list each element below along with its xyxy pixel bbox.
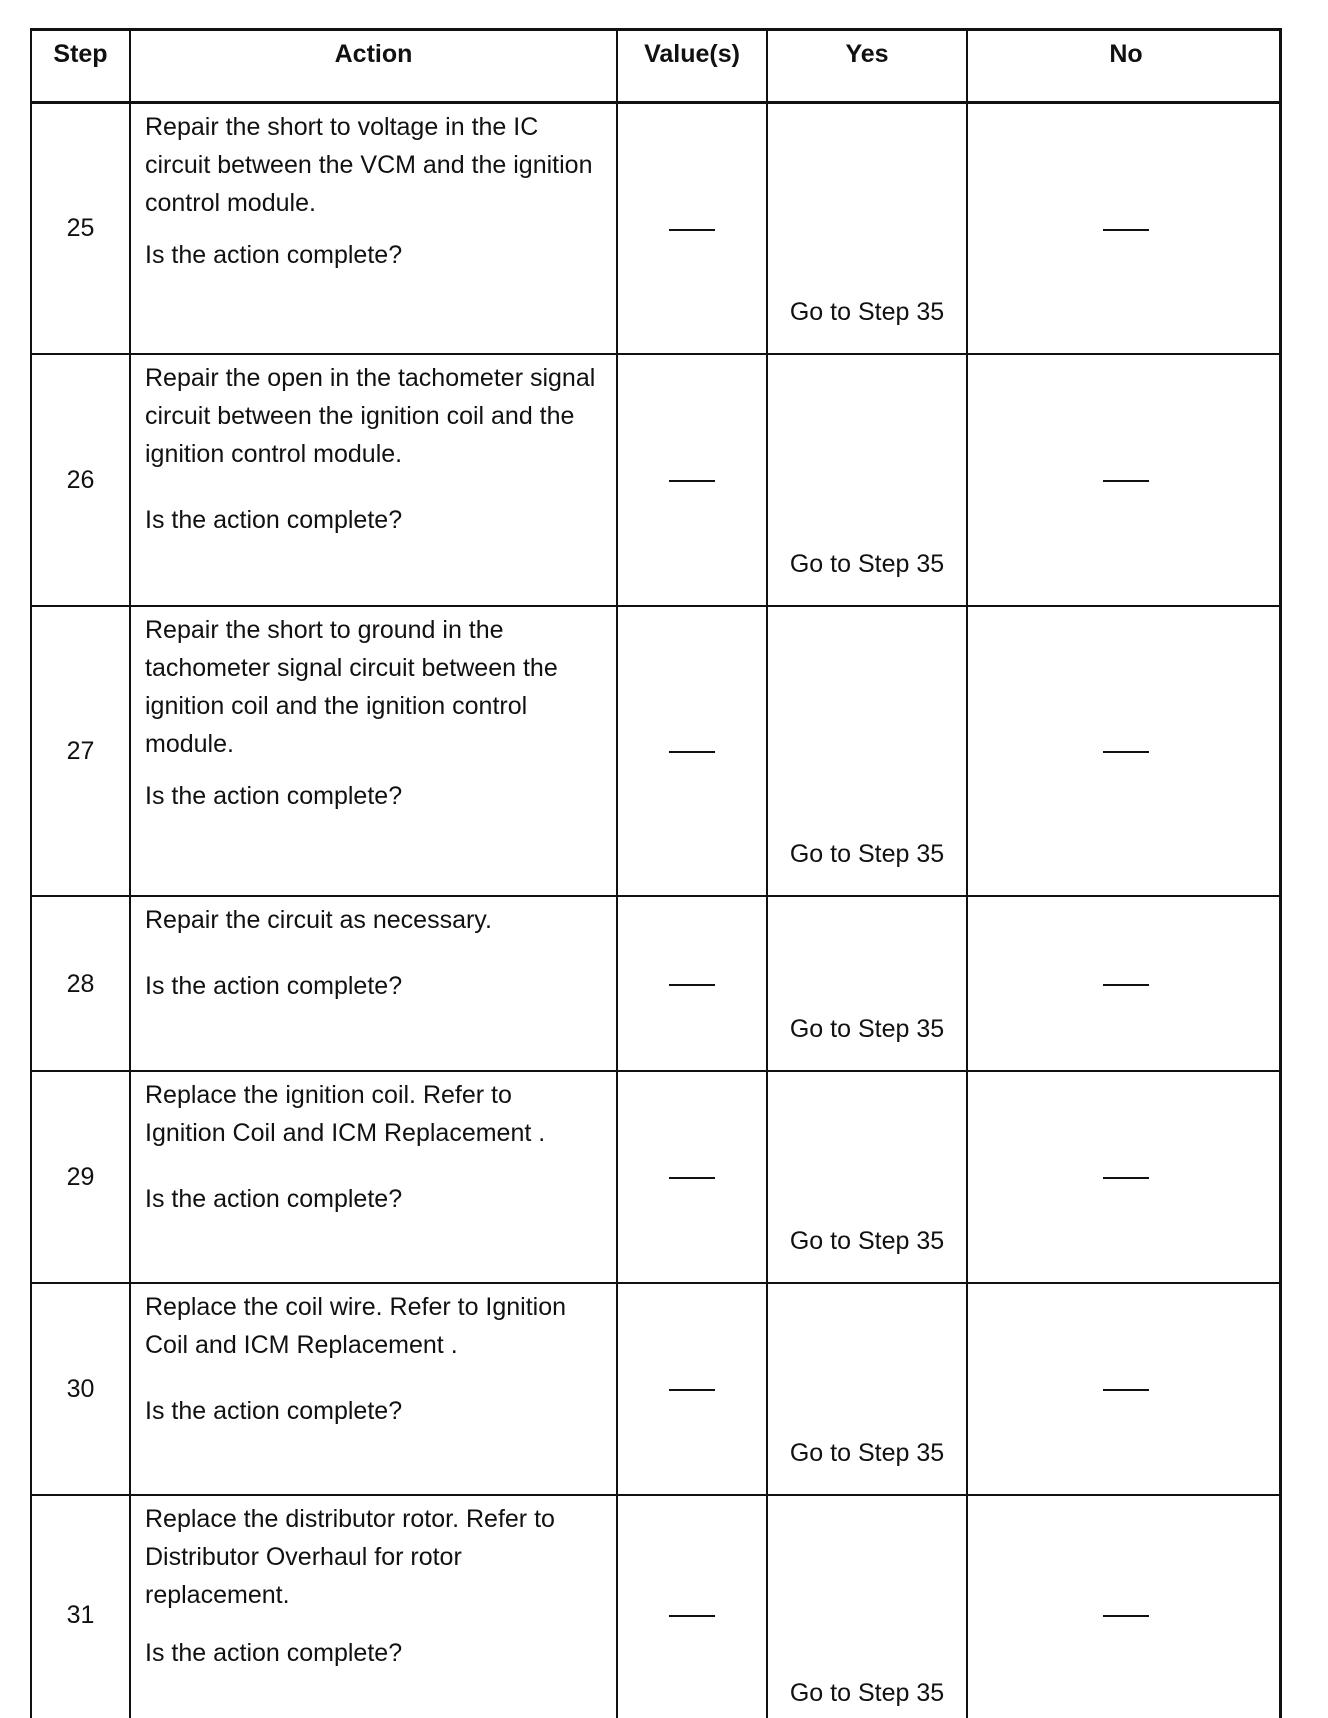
- step-number: 26: [32, 354, 130, 606]
- dash-mark: [669, 229, 715, 231]
- action-question: Is the action complete?: [145, 240, 403, 269]
- dash-mark: [669, 1615, 715, 1617]
- diagnostic-table-page: [30, 28, 1282, 1718]
- header-step: Step: [32, 31, 130, 102]
- table-row: [32, 1495, 1282, 1718]
- step-number: 25: [32, 102, 130, 354]
- action-line: circuit between the VCM and the ignition: [145, 150, 593, 179]
- dash-mark: [1103, 984, 1149, 986]
- action-line: control module.: [145, 188, 316, 217]
- action-line: Coil and ICM Replacement .: [145, 1331, 458, 1359]
- table-row: [32, 896, 1282, 1071]
- action-line: replacement.: [145, 1581, 290, 1609]
- action-line: Ignition Coil and ICM Replacement .: [145, 1119, 546, 1147]
- action-line: circuit between the ignition coil and the: [145, 402, 575, 430]
- yes-cell: Go to Step 35: [767, 606, 967, 896]
- yes-cell: Go to Step 35: [767, 896, 967, 1071]
- yes-cell: Go to Step 35: [767, 354, 967, 606]
- action-cell: [130, 1283, 617, 1495]
- action-cell: [130, 1495, 617, 1718]
- action-line: Repair the short to voltage in the IC: [145, 112, 539, 141]
- no-cell: [967, 1071, 1282, 1283]
- yes-cell: Go to Step 35: [767, 102, 967, 354]
- no-cell: [967, 606, 1282, 896]
- dash-mark: [669, 480, 715, 482]
- action-cell: [130, 1071, 617, 1283]
- action-line: Repair the open in the tachometer signal: [145, 364, 596, 392]
- values-cell: [617, 354, 767, 606]
- header-values: Value(s): [617, 31, 767, 102]
- values-cell: [617, 1071, 767, 1283]
- header-action: Action: [130, 31, 617, 102]
- action-cell: [130, 606, 617, 896]
- values-cell: [617, 1495, 767, 1718]
- dash-mark: [1103, 1177, 1149, 1179]
- table-row: [32, 102, 1282, 354]
- action-line: module.: [145, 730, 234, 758]
- action-question: Is the action complete?: [145, 506, 403, 534]
- action-line: Distributor Overhaul for rotor: [145, 1543, 462, 1571]
- values-cell: [617, 606, 767, 896]
- step-number: 27: [32, 606, 130, 896]
- dash-mark: [669, 984, 715, 986]
- action-question: Is the action complete?: [145, 782, 403, 810]
- header-no: No: [967, 31, 1282, 102]
- table-row: [32, 354, 1282, 606]
- no-cell: [967, 1495, 1282, 1718]
- action-line: Repair the circuit as necessary.: [145, 906, 492, 934]
- yes-cell: Go to Step 35: [767, 1495, 967, 1718]
- values-cell: [617, 896, 767, 1071]
- dash-mark: [1103, 229, 1149, 231]
- table-row: [32, 1283, 1282, 1495]
- yes-cell: Go to Step 35: [767, 1283, 967, 1495]
- step-number: 30: [32, 1283, 130, 1495]
- step-number: 28: [32, 896, 130, 1071]
- action-question: Is the action complete?: [145, 1639, 403, 1667]
- no-cell: [967, 896, 1282, 1071]
- dash-mark: [669, 1177, 715, 1179]
- action-cell: [130, 102, 617, 354]
- action-cell: [130, 896, 617, 1071]
- action-question: Is the action complete?: [145, 1397, 403, 1425]
- action-question: Is the action complete?: [145, 972, 403, 1000]
- action-line: tachometer signal circuit between the: [145, 654, 558, 682]
- action-line: Replace the distributor rotor. Refer to: [145, 1505, 555, 1533]
- dash-mark: [669, 751, 715, 753]
- values-cell: [617, 1283, 767, 1495]
- action-line: ignition coil and the ignition control: [145, 692, 528, 720]
- header-yes: Yes: [767, 31, 967, 102]
- dash-mark: [1103, 1615, 1149, 1617]
- action-line: Repair the short to ground in the: [145, 616, 504, 644]
- action-line: Replace the ignition coil. Refer to: [145, 1081, 512, 1109]
- action-line: Replace the coil wire. Refer to Ignition: [145, 1293, 567, 1321]
- action-question: Is the action complete?: [145, 1185, 403, 1213]
- no-cell: [967, 102, 1282, 354]
- action-cell: [130, 354, 617, 606]
- step-number: 29: [32, 1071, 130, 1283]
- no-cell: [967, 354, 1282, 606]
- dash-mark: [1103, 751, 1149, 753]
- no-cell: [967, 1283, 1282, 1495]
- table-row: [32, 1071, 1282, 1283]
- action-line: ignition control module.: [145, 440, 403, 468]
- dash-mark: [1103, 480, 1149, 482]
- dash-mark: [1103, 1389, 1149, 1391]
- yes-cell: Go to Step 35: [767, 1071, 967, 1283]
- step-number: 31: [32, 1495, 130, 1718]
- dash-mark: [669, 1389, 715, 1391]
- values-cell: [617, 102, 767, 354]
- diagnostic-steps-table: [32, 31, 1282, 1718]
- table-header-row: [32, 31, 1282, 102]
- table-row: [32, 606, 1282, 896]
